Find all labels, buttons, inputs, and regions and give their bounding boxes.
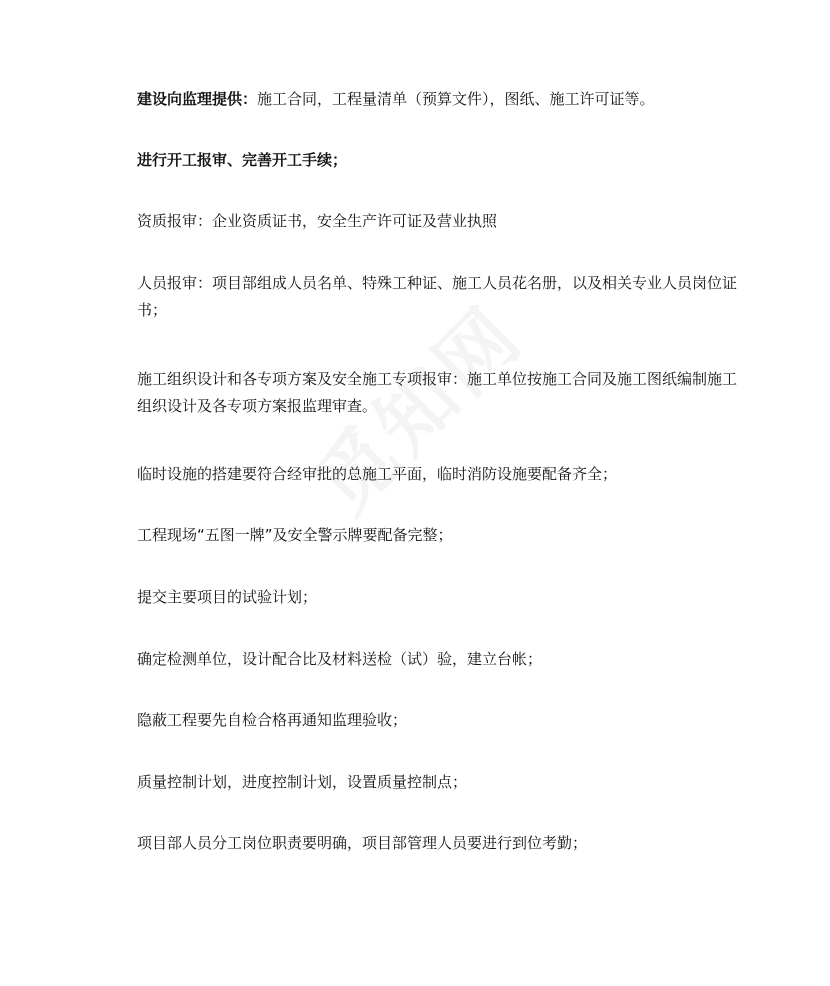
paragraph-site-signage (137, 522, 737, 549)
paragraph-test-plan (137, 584, 737, 611)
paragraph-text: 项目部人员分工岗位职责要明确，项目部管理人员要进行到位考勤； (137, 834, 588, 852)
paragraph-concealed-works (137, 707, 737, 734)
paragraph-text: 提交主要项目的试验计划； (137, 588, 318, 606)
paragraph-qualification-report (137, 208, 737, 235)
paragraph-construction-design-report (137, 366, 737, 420)
paragraph-label: 建设向监理提供： (137, 90, 258, 108)
paragraph-text: 施工合同，工程量清单（预算文件），图纸、施工许可证等。 (257, 90, 655, 108)
paragraph-text: 隐蔽工程要先自检合格再通知监理验收； (137, 711, 408, 729)
paragraph-temporary-facilities (137, 461, 737, 488)
paragraph-text: 确定检测单位，设计配合比及材料送检（试）验，建立台帐； (137, 650, 543, 668)
paragraph-control-plans (137, 769, 737, 796)
paragraph-label: 进行开工报审、完善开工手续； (137, 151, 348, 169)
paragraph-supervision-provided (137, 86, 737, 113)
paragraph-text: 施工组织设计和各专项方案及安全施工专项报审：施工单位按施工合同及施工图纸编制施工组织设计及各专项方案报监理审查。 (137, 370, 738, 415)
paragraph-text: 人员报审：项目部组成人员名单、特殊工种证、施工人员花名册，以及相关专业人员岗位证书； (137, 274, 738, 319)
paragraph-personnel-report (137, 270, 737, 324)
paragraph-text: 工程现场“五图一牌”及安全警示牌要配备完整； (137, 526, 453, 544)
paragraph-text: 临时设施的搭建要符合经审批的总施工平面，临时消防设施要配备齐全； (137, 465, 618, 483)
paragraph-text: 质量控制计划，进度控制计划，设置质量控制点； (137, 773, 468, 791)
paragraph-testing-unit (137, 646, 737, 673)
paragraph-commencement-report (137, 147, 737, 174)
paragraph-staff-responsibilities (137, 830, 737, 857)
paragraph-text: 资质报审：企业资质证书，安全生产许可证及营业执照 (137, 212, 498, 230)
